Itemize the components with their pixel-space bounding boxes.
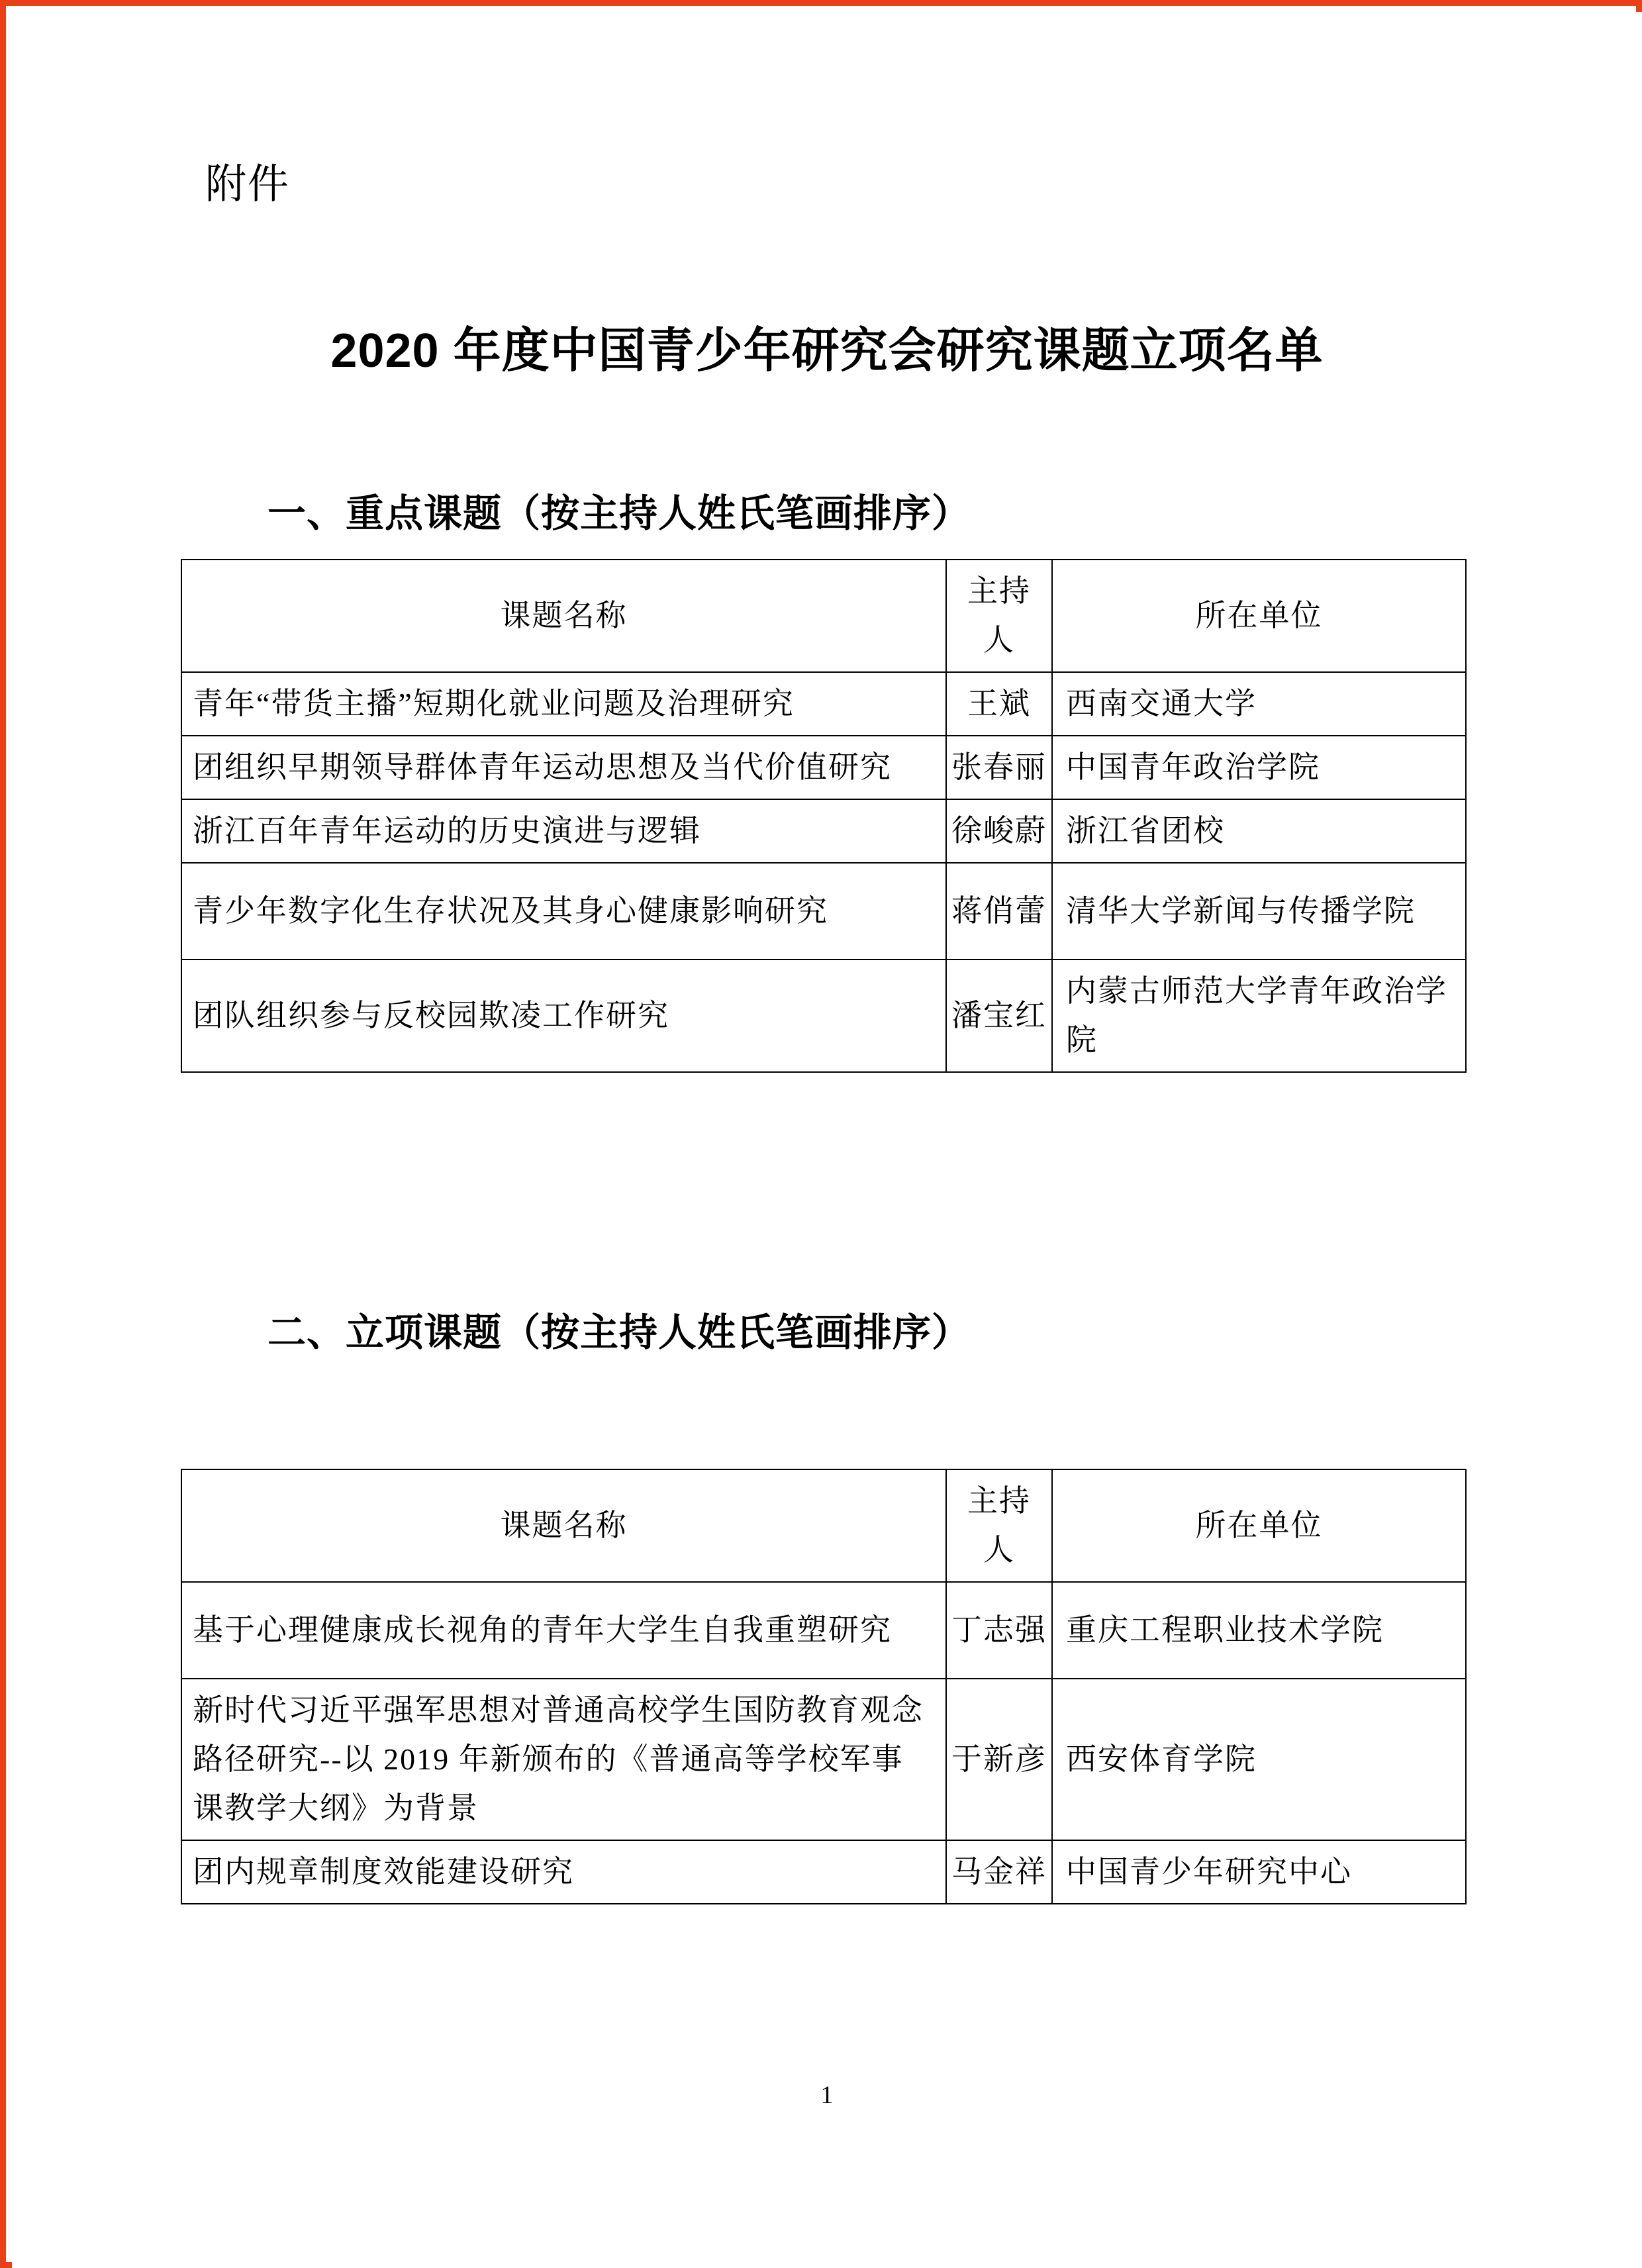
cell-host: 王斌 — [946, 672, 1052, 736]
attachment-label: 附件 — [205, 162, 291, 207]
section-heading-approved-projects: 二、立项课题（按主持人姓氏笔画排序） — [267, 1311, 971, 1354]
cell-unit: 浙江省团校 — [1052, 799, 1466, 863]
column-header-name: 课题名称 — [181, 1469, 946, 1582]
approved-projects-table — [181, 1469, 1467, 1904]
cell-host: 丁志强 — [946, 1582, 1052, 1679]
table-row — [181, 863, 1466, 960]
cell-project-name: 团内规章制度效能建设研究 — [181, 1840, 946, 1904]
cell-project-name: 新时代习近平强军思想对普通高校学生国防教育观念路径研究--以 2019 年新颁布的《普通高等学校军事课教学大纲》为背景 — [181, 1679, 946, 1840]
cell-project-name: 青少年数字化生存状况及其身心健康影响研究 — [181, 863, 946, 960]
table-row — [181, 1840, 1466, 1904]
cell-unit: 中国青年政治学院 — [1052, 736, 1466, 799]
table-row — [181, 799, 1466, 863]
column-header-unit: 所在单位 — [1052, 1469, 1466, 1582]
cell-unit: 中国青少年研究中心 — [1052, 1840, 1466, 1904]
column-header-name: 课题名称 — [181, 560, 946, 672]
cell-host: 潘宝红 — [946, 960, 1052, 1072]
table-header-row — [181, 560, 1466, 672]
table-row — [181, 1679, 1466, 1840]
cell-project-name: 团队组织参与反校园欺凌工作研究 — [181, 960, 946, 1072]
cell-unit: 西南交通大学 — [1052, 672, 1466, 736]
cell-host: 蒋俏蕾 — [946, 863, 1052, 960]
cell-project-name: 青年“带货主播”短期化就业问题及治理研究 — [181, 672, 946, 736]
cell-project-name: 团组织早期领导群体青年运动思想及当代价值研究 — [181, 736, 946, 799]
cell-unit: 内蒙古师范大学青年政治学院 — [1052, 960, 1466, 1072]
key-projects-table — [181, 559, 1467, 1073]
cell-project-name: 基于心理健康成长视角的青年大学生自我重塑研究 — [181, 1582, 946, 1679]
table-row — [181, 960, 1466, 1072]
document-page — [12, 12, 1642, 2268]
table-row — [181, 672, 1466, 736]
cell-host: 张春丽 — [946, 736, 1052, 799]
table-row — [181, 736, 1466, 799]
column-header-host: 主持人 — [946, 560, 1052, 672]
page-number: 1 — [820, 2081, 834, 2109]
cell-unit: 重庆工程职业技术学院 — [1052, 1582, 1466, 1679]
page-title: 2020 年度中国青少年研究会研究课题立项名单 — [330, 324, 1324, 377]
cell-host: 徐峻蔚 — [946, 799, 1052, 863]
cell-project-name: 浙江百年青年运动的历史演进与逻辑 — [181, 799, 946, 863]
section-heading-key-projects: 一、重点课题（按主持人姓氏笔画排序） — [267, 492, 971, 535]
cell-host: 于新彦 — [946, 1679, 1052, 1840]
cell-unit: 西安体育学院 — [1052, 1679, 1466, 1840]
cell-host: 马金祥 — [946, 1840, 1052, 1904]
table-header-row — [181, 1469, 1466, 1582]
table-row — [181, 1582, 1466, 1679]
column-header-host: 主持人 — [946, 1469, 1052, 1582]
column-header-unit: 所在单位 — [1052, 560, 1466, 672]
cell-unit: 清华大学新闻与传播学院 — [1052, 863, 1466, 960]
